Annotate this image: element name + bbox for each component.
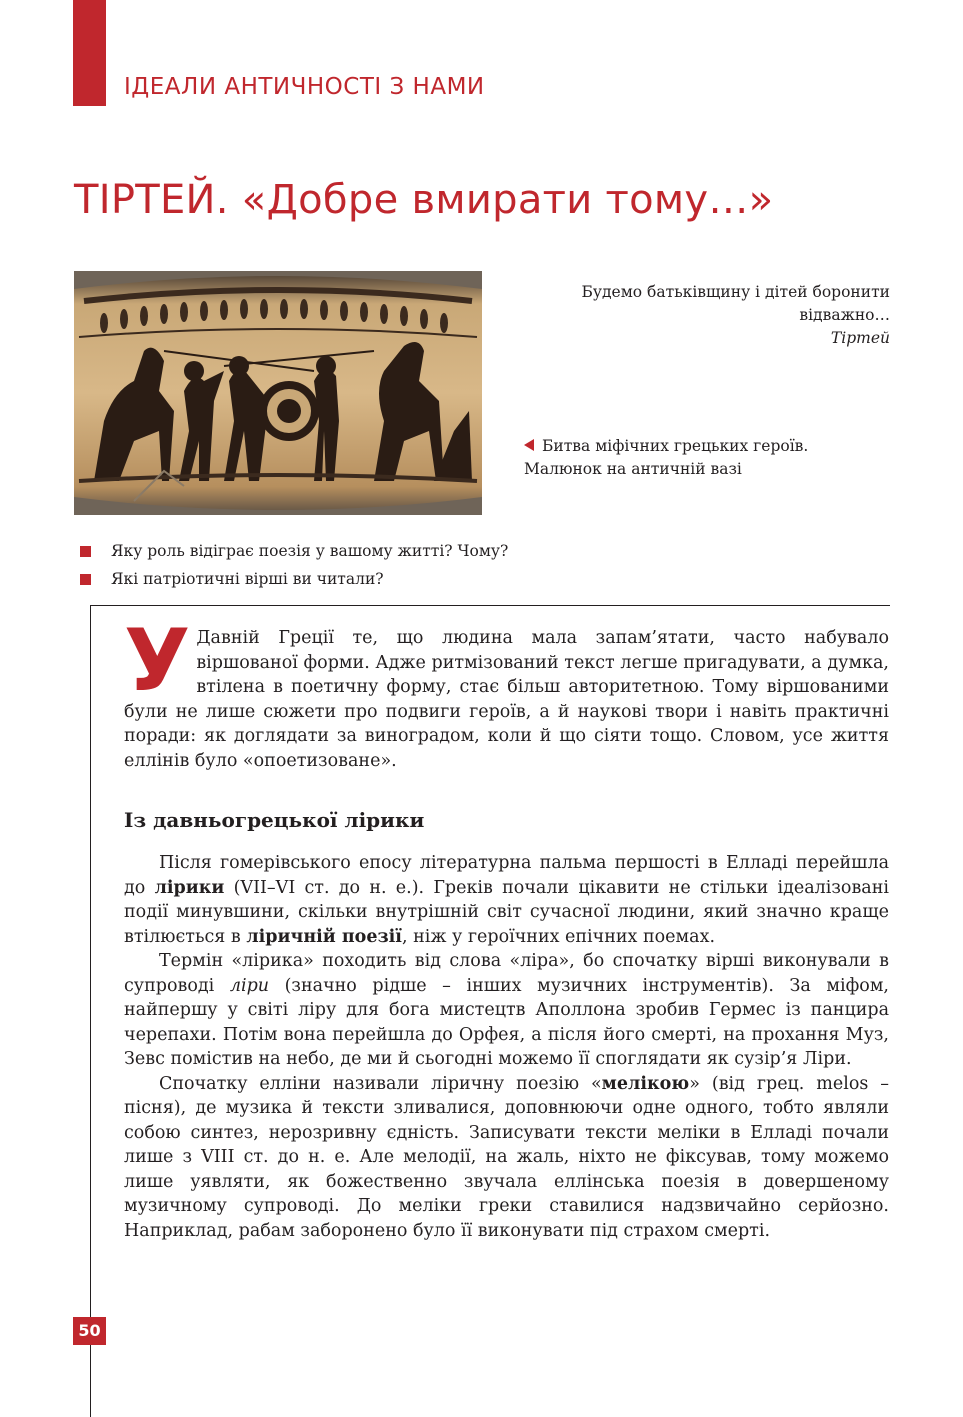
section-heading: Із давньогрецької лірики [124,808,425,832]
text-run: Після гомерівського епосу літературна пальма першості в Елладі перейшла до [124,853,889,898]
page-title: ТІРТЕЙ. «Добре вмирати тому…» [74,177,774,223]
bullet-square-icon [80,546,91,557]
epigraph-author: Тіртей [830,329,890,347]
term-melika: мелікою [601,1073,690,1094]
text-run: » (від грец. melos – пісня), де музика й тексти зливалися, доповнюючи одне одного, тобто являли собою синтез, нерозривну єдність. Записувати тексти меліки в Елладі почали лише з VIII ст. до н. е. Але мелодії, на жаль, ніхто не фіксував, тому можемо лише уявляти, як божественно звучала еллінська поезія в довершеному музичному супроводі. До меліки греки ставилися надзвичайно серйозно. Наприклад, рабам заборонено було її виконувати під страхом смерті. [124,1073,889,1241]
text-run: , ніж у героїчних епічних поемах. [401,926,716,947]
page-number: 50 [73,1317,106,1345]
epigraph [510,281,890,350]
epigraph-line-1: Будемо батьківщину і дітей боронити [581,283,890,301]
vase-painting-graphic [74,271,482,515]
text-run: (значно рідше – інших музичних інструментів). За міфом, найпершу у світі ліру для бога мистецтв Аполлона зробив Гермес із панцира черепахи. Потім вона перейшла до Орфея, а після його смерті, на прохання Муз, Зевс помістив на небо, де ми й сьогодні можемо її споглядати як сузір’я Ліри. [124,975,889,1069]
header-red-tab [73,0,106,106]
vase-illustration [74,271,482,515]
text-run: Термін «лірика» походить від слова «ліра», бо спочатку вірші виконували в супроводі [124,951,889,996]
intro-text: Давній Греції те, що людина мала запам’ятати, часто набувало віршованої форми. Адже ритмізований текст легше пригадувати, а думка, втілена в поетичну форму, стає більш авторитетною. Тому віршованими були не лише сюжети про подвиги героїв, а й наукові твори і навіть практичні поради: як доглядати за виноградом, коли й що сіяти тощо. Словом, усе життя еллінів було «опоетизоване». [124,628,889,771]
question-item [80,537,880,565]
term-lyre: ліри [229,975,270,996]
intro-paragraph [124,611,889,773]
paragraph-1 [124,851,889,949]
paragraph-2 [124,949,889,1072]
caption-line-2: Малюнок на античній вазі [524,460,742,478]
caption-line-1: Битва міфічних грецьких героїв. [542,437,809,455]
text-run: Спочатку елліни називали ліричну поезію « [159,1073,602,1094]
epigraph-line-2: відважно… [799,306,890,324]
bullet-square-icon [80,574,91,585]
caption-arrow-icon [524,439,534,451]
term-lyric-poetry: ліричній поезії [246,926,402,947]
section-header: ІДЕАЛИ АНТИЧНОСТІ З НАМИ [124,74,485,100]
vertical-rule [90,605,91,1417]
image-caption [524,435,904,481]
horizontal-rule [90,605,890,606]
term-lyrics: лірики [154,877,225,898]
paragraph-3 [124,1072,889,1244]
dropcap: У [124,611,191,711]
question-list [80,537,880,593]
text-run: (VII–VI ст. до н. е.). Греків почали цікавити не стільки ідеалізовані події минувшини, скільки внутрішній світ сучасної людини, який значно краще втілюється в [124,877,890,947]
question-item [80,565,880,593]
question-text: Які патріотичні вірші ви читали? [111,570,384,588]
main-text [124,611,890,1243]
question-text: Яку роль відіграє поезія у вашому житті? Чому? [111,542,509,560]
